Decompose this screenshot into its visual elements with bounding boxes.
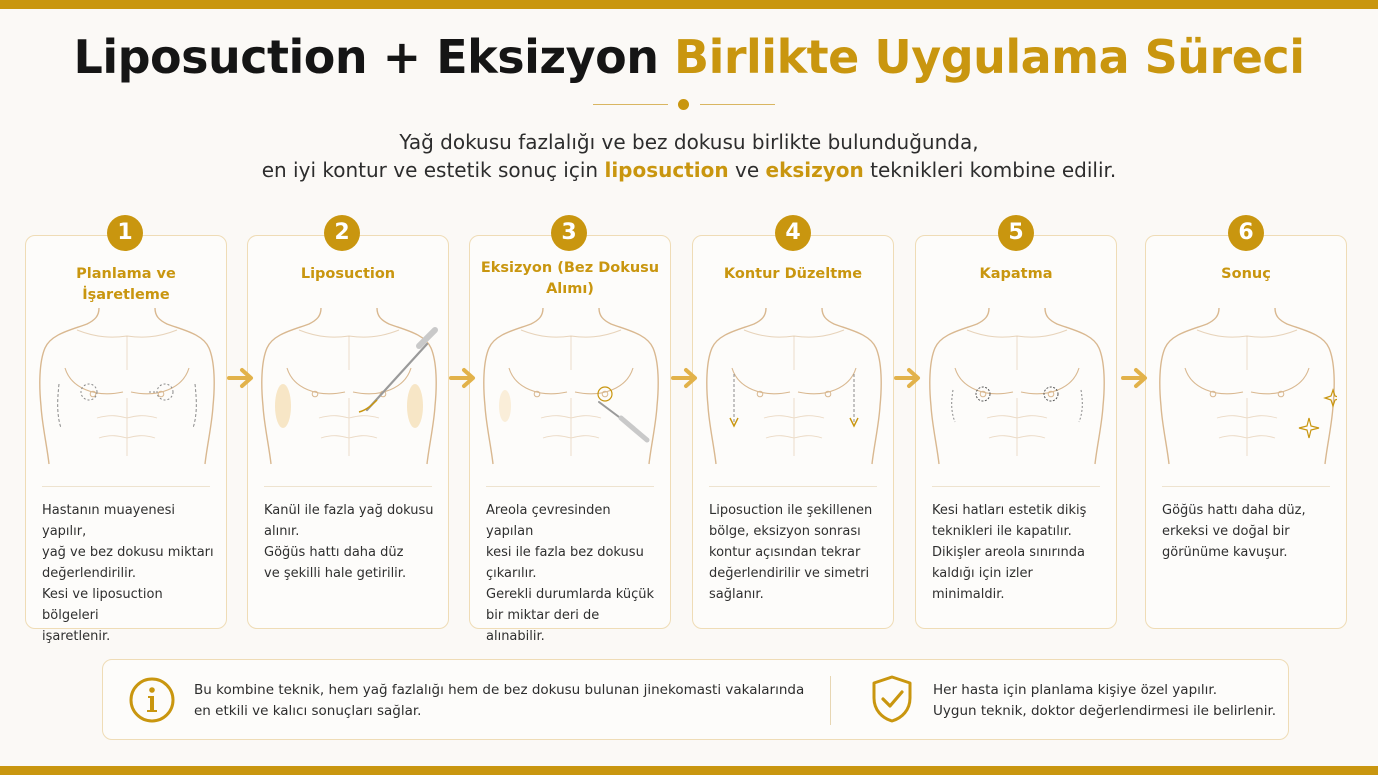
info-text: Bu kombine teknik, hem yağ fazlalığı hem de bez dokusu bulunan jinekomasti vakalarında en etkili ve kalıcı sonuçları sağlar. [194,682,805,719]
step-description: Areola çevresinden yapılan kesi ile fazla bez dokusu çıkarılır. Gerekli durumlarda küçük bir miktar deri de alınabilir. [486,503,655,644]
step-description: Göğüs hattı daha düz, erkeksi ve doğal bir görünüme kavuşur. [1162,503,1306,560]
arrow-right-icon [894,366,924,390]
torso-illustration [927,306,1107,466]
step-card-5 [915,235,1117,629]
torso-illustration [704,306,884,466]
top-accent-bar [0,0,1378,9]
step-title: Planlama ve İşaretleme [76,266,176,303]
arrow-right-icon [1121,366,1151,390]
step-number-badge-5: 5 [998,215,1034,251]
step-description: Liposuction ile şekillenen bölge, eksizyon sonrası kontur açısından tekrar değerlendirilir ve simetri sağlanır. [709,503,873,602]
shield-check-icon [870,674,914,724]
title-gold-part: Birlikte Uygulama Süreci [674,30,1305,84]
highlight-liposuction: liposuction [604,158,729,182]
step-number-badge-1: 1 [107,215,143,251]
step-title: Kontur Düzeltme [723,266,863,282]
step-title: Kapatma [979,266,1053,282]
step-number-badge-6: 6 [1228,215,1264,251]
bottom-accent-bar [0,766,1378,775]
step-number-badge-3: 3 [551,215,587,251]
step-card-4 [692,235,894,629]
title-dark-part: Liposuction + Eksizyon [73,30,659,84]
info-box [102,659,1289,740]
step-title: Sonuç [1221,266,1271,282]
step-card-2 [247,235,449,629]
step-number-badge-4: 4 [775,215,811,251]
shield-text: Her hasta için planlama kişiye özel yapılır. Uygun teknik, doktor değerlendirmesi ile belirlenir. [933,682,1277,719]
arrow-right-icon [449,366,479,390]
highlight-eksizyon: eksizyon [765,158,864,182]
step-card-3 [469,235,671,644]
torso-illustration [259,306,439,466]
step-title: Liposuction [300,266,396,282]
title-divider [593,99,775,111]
step-description: Kanül ile fazla yağ dokusu alınır. Göğüs hattı daha düz ve şekilli hale getirilir. [264,503,434,581]
torso-illustration [1157,306,1337,466]
step-description: Kesi hatları estetik dikiş teknikleri ile kapatılır. Dikişler areola sınırında kaldığı için izler minimaldir. [932,503,1087,602]
torso-illustration [37,306,217,466]
step-description: Hastanın muayenesi yapılır, yağ ve bez dokusu miktarı değerlendirilir. Kesi ve liposuction bölgeleri işaretlenir. [42,503,214,644]
arrow-right-icon [671,366,701,390]
info-divider [830,676,831,725]
page-title [0,30,1378,84]
arrow-right-icon [227,366,257,390]
subtitle-line-1: Yağ dokusu fazlalığı ve bez dokusu birlikte bulunduğunda, [399,130,979,154]
step-card-6 [1145,235,1347,629]
torso-illustration [481,306,661,466]
step-card-1 [25,235,227,644]
subtitle-line-2: en iyi kontur ve estetik sonuç için liposuction ve eksizyon teknikleri kombine edilir. [261,158,1117,182]
info-icon [128,676,176,724]
step-title: Eksizyon (Bez Dokusu Alımı) [480,260,660,297]
step-number-badge-2: 2 [324,215,360,251]
